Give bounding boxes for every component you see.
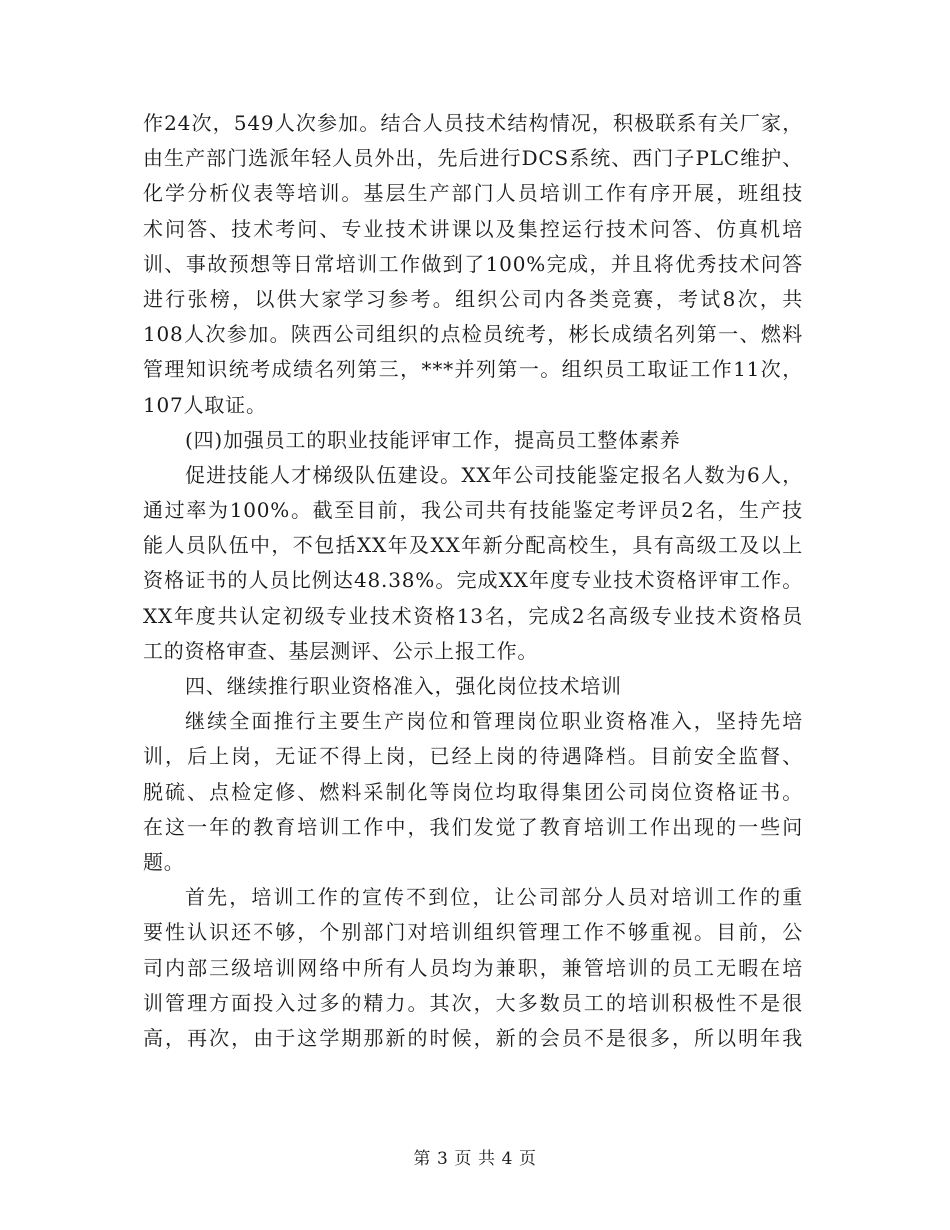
text-line: 管理知识统考成绩名列第三，***并列第一。组织员工取证工作11次， [143,357,803,382]
text-line: 高，再次，由于这学期那新的时候，新的会员不是很多，所以明年我 [143,1025,803,1050]
text-line: 能人员队伍中，不包括XX年及XX年新分配高校生，具有高级工及以上 [143,533,803,558]
text-line: 由生产部门选派年轻人员外出，先后进行DCS系统、西门子PLC维护、 [143,146,803,171]
document-body [143,106,803,1056]
text-line: 术问答、技术考问、专业技术讲课以及集控运行技术问答、仿真机培 [143,216,803,241]
text-line: 化学分析仪表等培训。基层生产部门人员培训工作有序开展，班组技 [143,181,803,206]
page-footer: 第 3 页 共 4 页 [413,1149,537,1169]
text-line: 脱硫、点检定修、燃料采制化等岗位均取得集团公司岗位资格证书。 [143,779,803,804]
text-line: 要性认识还不够，个别部门对培训组织管理工作不够重视。目前，公 [143,920,803,945]
text-line: 进行张榜，以供大家学习参考。组织公司内各类竞赛，考试8次，共 [143,286,803,311]
text-line: 在这一年的教育培训工作中，我们发觉了教育培训工作出现的一些问 [143,814,803,839]
text-line: 通过率为100%。截至目前，我公司共有技能鉴定考评员2名，生产技 [143,498,803,523]
text-line: 训管理方面投入过多的精力。其次，大多数员工的培训积极性不是很 [143,990,803,1015]
section-heading: 四、继续推行职业资格准入，强化岗位技术培训 [185,674,622,698]
section-heading: (四)加强员工的职业技能评审工作，提高员工整体素养 [185,427,681,452]
text-line: 作24次，549人次参加。结合人员技术结构情况，积极联系有关厂家， [143,111,803,135]
text-line: XX年度共认定初级专业技术资格13名，完成2名高级专业技术资格员 [143,603,803,628]
text-line: 训、事故预想等日常培训工作做到了100%完成，并且将优秀技术问答 [143,251,803,276]
text-line: 继续全面推行主要生产岗位和管理岗位职业资格准入，坚持先培 [185,709,803,734]
text-line: 题。 [143,849,185,874]
text-line: 训，后上岗，无证不得上岗，已经上岗的待遇降档。目前安全监督、 [143,744,803,769]
text-line: 108人次参加。陕西公司组织的点检员统考，彬长成绩名列第一、燃料 [143,322,803,347]
text-line: 首先，培训工作的宣传不到位，让公司部分人员对培训工作的重 [185,885,803,910]
text-line: 107人取证。 [143,392,267,417]
text-line: 司内部三级培训网络中所有人员均为兼职，兼管培训的员工无暇在培 [143,955,803,980]
text-line: 促进技能人才梯级队伍建设。XX年公司技能鉴定报名人数为6人， [185,462,803,487]
text-line: 资格证书的人员比例达48.38%。完成XX年度专业技术资格评审工作。 [143,568,803,593]
text-line: 工的资格审查、基层测评、公示上报工作。 [143,638,539,663]
